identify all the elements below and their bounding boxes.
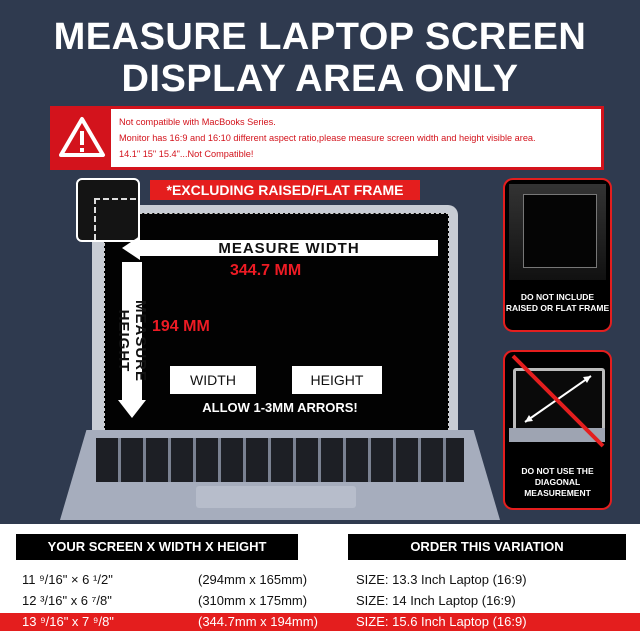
side-panel-diagonal (503, 350, 612, 510)
excluding-frame-banner: *EXCLUDING RAISED/FLAT FRAME (150, 180, 420, 200)
measure-width-value: 344.7 MM (230, 262, 302, 279)
warning-text (119, 114, 595, 162)
row-inches: 11 ⁹/16" × 6 ¹/2" (22, 572, 113, 587)
measure-height-bar (115, 262, 149, 402)
table-row (0, 592, 640, 610)
warning-line: Not compatible with MacBooks Series. (119, 117, 276, 127)
height-button: HEIGHT (292, 366, 382, 394)
row-variation: SIZE: 15.6 Inch Laptop (16:9) (356, 614, 527, 629)
warning-triangle-icon (53, 109, 111, 167)
frame-closeup-image (509, 184, 606, 280)
row-inches: 12 ³/16" x 6 ⁷/8" (22, 593, 112, 608)
measure-height-label: MEASURE HEIGHT (115, 299, 149, 382)
page-title-line2: DISPLAY AREA ONLY (121, 58, 519, 100)
row-inches: 13 ⁹/16" x 7 ⁹/8" (22, 614, 114, 629)
table-header-screen: YOUR SCREEN X WIDTH X HEIGHT (16, 534, 298, 560)
warning-icon-box (53, 109, 111, 167)
table-row-highlighted (0, 613, 640, 631)
side-panel-frame (503, 178, 612, 332)
tolerance-note: ALLOW 1-3MM ARRORS! (202, 400, 358, 415)
measure-height-value: 194 MM (152, 318, 210, 335)
row-mm: (294mm x 165mm) (198, 572, 308, 587)
side-panel-caption: DO NOT INCLUDE RAISED OR FLAT FRAME (505, 292, 610, 313)
table-header-variation: ORDER THIS VARIATION (348, 534, 626, 560)
height-arrow-icon (118, 400, 146, 418)
page-title-line1: MEASURE LAPTOP SCREEN (53, 16, 587, 58)
width-button: WIDTH (170, 366, 256, 394)
table-row (0, 571, 640, 589)
row-variation: SIZE: 14 Inch Laptop (16:9) (356, 593, 516, 608)
laptop-keyboard (96, 438, 464, 482)
warning-line: Monitor has 16:9 and 16:10 different aspect ratio,please measure screen width and height visible area. (119, 133, 536, 143)
warning-box (50, 106, 604, 170)
row-variation: SIZE: 13.3 Inch Laptop (16:9) (356, 572, 527, 587)
laptop-touchpad (196, 486, 356, 508)
row-mm: (310mm x 175mm) (198, 593, 308, 608)
warning-line: 14.1" 15" 15.4"...Not Compatible! (119, 149, 254, 159)
frame-corner-zoom (76, 178, 140, 242)
side-panel-caption: DO NOT USE THE DIAGONAL MEASUREMENT (521, 466, 594, 498)
row-mm: (344.7mm x 194mm) (198, 614, 318, 629)
measure-width-label: MEASURE WIDTH (140, 240, 438, 256)
width-arrow-icon (122, 236, 140, 260)
prohibited-diagonal-icon (509, 352, 606, 450)
